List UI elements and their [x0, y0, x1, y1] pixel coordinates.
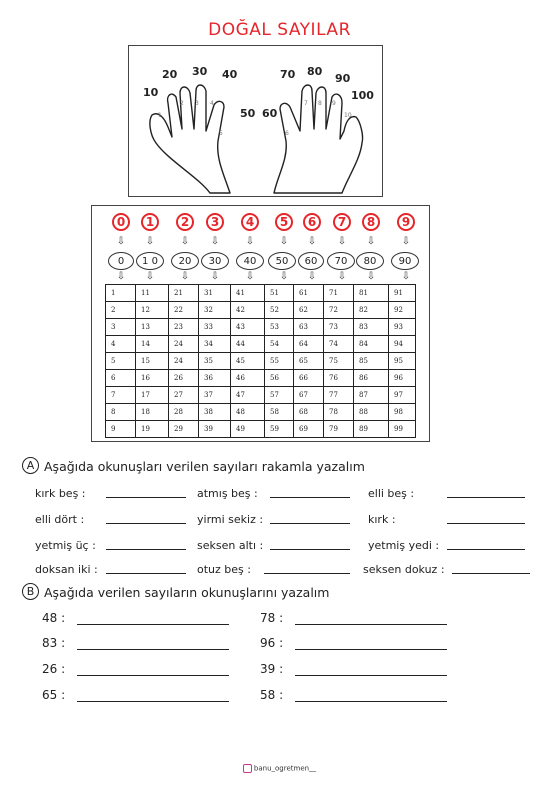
grid-cell: 16	[136, 370, 169, 387]
down-arrow-icon: ⇩	[337, 271, 347, 282]
down-arrow-icon: ⇩	[245, 271, 255, 282]
digit-circle: 7	[333, 213, 351, 231]
answer-line[interactable]	[77, 675, 229, 676]
finger-number: 4	[210, 100, 214, 107]
grid-cell: 86	[354, 370, 389, 387]
grid-cell: 81	[354, 285, 389, 302]
grid-cell: 56	[265, 370, 294, 387]
grid-cell: 35	[199, 353, 231, 370]
left-hand-label-40: 40	[222, 68, 238, 81]
left-hand-label-30: 30	[192, 65, 208, 78]
section-b-marker: B	[22, 583, 39, 600]
digit-circle: 1	[141, 213, 159, 231]
grid-cell: 91	[389, 285, 416, 302]
grid-row	[106, 387, 416, 404]
left-hand-outline	[150, 85, 230, 193]
down-arrow-icon: ⇩	[180, 236, 190, 247]
page-title: DOĞAL SAYILAR	[208, 20, 351, 40]
down-arrow-icon: ⇩	[145, 271, 155, 282]
number-grid	[105, 284, 416, 438]
grid-cell: 79	[324, 421, 354, 438]
grid-cell: 12	[136, 302, 169, 319]
grid-cell: 46	[231, 370, 265, 387]
grid-cell: 97	[389, 387, 416, 404]
grid-cell: 47	[231, 387, 265, 404]
grid-cell: 58	[265, 404, 294, 421]
grid-cell: 4	[106, 336, 136, 353]
right-hand-label-60: 60	[262, 107, 278, 120]
grid-cell: 48	[231, 404, 265, 421]
down-arrow-icon: ⇩	[366, 236, 376, 247]
grid-row	[106, 421, 416, 438]
grid-cell: 84	[354, 336, 389, 353]
grid-cell: 75	[324, 353, 354, 370]
grid-cell: 65	[294, 353, 324, 370]
grid-cell: 76	[324, 370, 354, 387]
grid-cell: 64	[294, 336, 324, 353]
down-arrow-icon: ⇩	[337, 236, 347, 247]
tens-oval: 30	[201, 252, 229, 270]
down-arrow-icon: ⇩	[210, 236, 220, 247]
grid-row	[106, 336, 416, 353]
answer-line[interactable]	[295, 624, 447, 625]
answer-line[interactable]	[295, 701, 447, 702]
answer-line[interactable]	[270, 523, 350, 524]
left-hand-label-50: 50	[240, 107, 256, 120]
section-a-prompt: seksen altı :	[197, 539, 264, 552]
grid-cell: 95	[389, 353, 416, 370]
down-arrow-icon: ⇩	[116, 271, 126, 282]
answer-line[interactable]	[106, 573, 186, 574]
grid-cell: 55	[265, 353, 294, 370]
grid-row	[106, 302, 416, 319]
grid-cell: 63	[294, 319, 324, 336]
tens-oval: 1 0	[136, 252, 164, 270]
grid-cell: 6	[106, 370, 136, 387]
grid-cell: 45	[231, 353, 265, 370]
grid-cell: 1	[106, 285, 136, 302]
grid-cell: 13	[136, 319, 169, 336]
grid-cell: 8	[106, 404, 136, 421]
grid-cell: 77	[324, 387, 354, 404]
finger-number: 2	[180, 100, 184, 107]
section-b-number: 48 :	[42, 611, 66, 625]
section-b-number: 83 :	[42, 636, 66, 650]
grid-cell: 92	[389, 302, 416, 319]
grid-row	[106, 285, 416, 302]
grid-cell: 34	[199, 336, 231, 353]
grid-cell: 23	[169, 319, 199, 336]
grid-cell: 96	[389, 370, 416, 387]
tens-oval: 90	[391, 252, 419, 270]
digit-circle: 0	[112, 213, 130, 231]
grid-cell: 51	[265, 285, 294, 302]
tens-oval: 40	[236, 252, 264, 270]
left-hand-label-20: 20	[162, 68, 178, 81]
answer-line[interactable]	[295, 675, 447, 676]
grid-cell: 93	[389, 319, 416, 336]
section-b-number: 58 :	[260, 688, 284, 702]
digit-circle: 3	[206, 213, 224, 231]
grid-cell: 98	[389, 404, 416, 421]
finger-number: 8	[318, 100, 322, 107]
down-arrow-icon: ⇩	[279, 271, 289, 282]
grid-cell: 24	[169, 336, 199, 353]
finger-number: 6	[285, 130, 289, 137]
grid-cell: 28	[169, 404, 199, 421]
grid-cell: 99	[389, 421, 416, 438]
digit-circle: 8	[362, 213, 380, 231]
grid-cell: 14	[136, 336, 169, 353]
grid-row	[106, 353, 416, 370]
down-arrow-icon: ⇩	[401, 271, 411, 282]
section-a-prompt: elli beş :	[368, 487, 415, 500]
grid-cell: 89	[354, 421, 389, 438]
answer-line[interactable]	[264, 573, 350, 574]
grid-cell: 36	[199, 370, 231, 387]
grid-cell: 53	[265, 319, 294, 336]
grid-cell: 11	[136, 285, 169, 302]
answer-line[interactable]	[447, 497, 525, 498]
grid-cell: 94	[389, 336, 416, 353]
grid-cell: 54	[265, 336, 294, 353]
grid-cell: 61	[294, 285, 324, 302]
tens-oval: 0	[108, 252, 134, 270]
digit-circle: 9	[397, 213, 415, 231]
grid-cell: 52	[265, 302, 294, 319]
answer-line[interactable]	[106, 523, 186, 524]
grid-cell: 19	[136, 421, 169, 438]
section-a-prompt: kırk beş :	[35, 487, 86, 500]
grid-cell: 3	[106, 319, 136, 336]
grid-cell: 42	[231, 302, 265, 319]
down-arrow-icon: ⇩	[245, 236, 255, 247]
left-hand-label-10: 10	[143, 86, 159, 99]
tens-oval: 50	[268, 252, 296, 270]
grid-cell: 17	[136, 387, 169, 404]
down-arrow-icon: ⇩	[279, 236, 289, 247]
grid-cell: 88	[354, 404, 389, 421]
section-a-prompt: otuz beş :	[197, 563, 251, 576]
grid-cell: 68	[294, 404, 324, 421]
grid-cell: 62	[294, 302, 324, 319]
grid-cell: 67	[294, 387, 324, 404]
answer-line[interactable]	[106, 497, 186, 498]
section-a-prompt: seksen dokuz :	[363, 563, 445, 576]
section-a-prompt: kırk :	[368, 513, 396, 526]
grid-cell: 38	[199, 404, 231, 421]
grid-row	[106, 319, 416, 336]
grid-cell: 82	[354, 302, 389, 319]
finger-number: 9	[332, 100, 336, 107]
down-arrow-icon: ⇩	[210, 271, 220, 282]
grid-cell: 87	[354, 387, 389, 404]
grid-cell: 57	[265, 387, 294, 404]
footer-credit	[0, 764, 559, 773]
instagram-icon	[243, 764, 252, 773]
section-a-heading: Aşağıda okunuşları verilen sayıları rakamla yazalım	[44, 459, 365, 474]
section-b-number: 39 :	[260, 662, 284, 676]
grid-cell: 72	[324, 302, 354, 319]
grid-cell: 32	[199, 302, 231, 319]
down-arrow-icon: ⇩	[307, 271, 317, 282]
grid-cell: 2	[106, 302, 136, 319]
grid-cell: 29	[169, 421, 199, 438]
grid-cell: 26	[169, 370, 199, 387]
grid-cell: 44	[231, 336, 265, 353]
digit-circle: 6	[303, 213, 321, 231]
grid-cell: 9	[106, 421, 136, 438]
digit-circle: 5	[275, 213, 293, 231]
finger-number: 10	[344, 112, 352, 119]
tens-oval: 80	[356, 252, 384, 270]
down-arrow-icon: ⇩	[366, 271, 376, 282]
section-a-prompt: yetmiş yedi :	[368, 539, 440, 552]
section-a-prompt: doksan iki :	[35, 563, 98, 576]
footer-handle: banu_ogretmen__	[253, 764, 317, 773]
grid-cell: 7	[106, 387, 136, 404]
answer-line[interactable]	[295, 649, 447, 650]
grid-cell: 31	[199, 285, 231, 302]
section-b-number: 26 :	[42, 662, 66, 676]
section-b-number: 65 :	[42, 688, 66, 702]
grid-cell: 22	[169, 302, 199, 319]
grid-cell: 69	[294, 421, 324, 438]
section-a-prompt: yetmiş üç :	[35, 539, 96, 552]
grid-row	[106, 404, 416, 421]
tens-oval: 20	[171, 252, 199, 270]
section-a-prompt: elli dört :	[35, 513, 85, 526]
answer-line[interactable]	[270, 549, 350, 550]
answer-line[interactable]	[106, 549, 186, 550]
digit-circle: 2	[176, 213, 194, 231]
answer-line[interactable]	[77, 624, 229, 625]
answer-line[interactable]	[77, 701, 229, 702]
section-a-prompt: atmış beş :	[197, 487, 258, 500]
grid-cell: 74	[324, 336, 354, 353]
grid-cell: 18	[136, 404, 169, 421]
answer-line[interactable]	[77, 649, 229, 650]
answer-line[interactable]	[447, 549, 525, 550]
answer-line[interactable]	[270, 497, 350, 498]
grid-cell: 15	[136, 353, 169, 370]
answer-line[interactable]	[447, 523, 525, 524]
grid-cell: 59	[265, 421, 294, 438]
grid-cell: 27	[169, 387, 199, 404]
down-arrow-icon: ⇩	[401, 236, 411, 247]
grid-cell: 39	[199, 421, 231, 438]
down-arrow-icon: ⇩	[180, 271, 190, 282]
answer-line[interactable]	[452, 573, 530, 574]
down-arrow-icon: ⇩	[116, 236, 126, 247]
grid-row	[106, 370, 416, 387]
grid-cell: 33	[199, 319, 231, 336]
finger-number: 7	[304, 100, 308, 107]
section-a-marker: A	[22, 457, 39, 474]
right-hand-label-80: 80	[307, 65, 323, 78]
grid-cell: 41	[231, 285, 265, 302]
right-hand-label-70: 70	[280, 68, 296, 81]
grid-cell: 71	[324, 285, 354, 302]
grid-cell: 85	[354, 353, 389, 370]
tens-oval: 70	[327, 252, 355, 270]
digit-circle: 4	[241, 213, 259, 231]
down-arrow-icon: ⇩	[145, 236, 155, 247]
section-b-heading: Aşağıda verilen sayıların okunuşlarını yazalım	[44, 585, 330, 600]
grid-cell: 5	[106, 353, 136, 370]
right-hand-label-90: 90	[335, 72, 351, 85]
grid-cell: 24	[169, 353, 199, 370]
grid-cell: 21	[169, 285, 199, 302]
down-arrow-icon: ⇩	[307, 236, 317, 247]
section-b-number: 96 :	[260, 636, 284, 650]
grid-cell: 78	[324, 404, 354, 421]
section-a-prompt: yirmi sekiz :	[197, 513, 264, 526]
grid-cell: 66	[294, 370, 324, 387]
grid-cell: 49	[231, 421, 265, 438]
finger-number: 5	[219, 130, 223, 137]
finger-number: 3	[195, 100, 199, 107]
grid-cell: 43	[231, 319, 265, 336]
grid-cell: 83	[354, 319, 389, 336]
right-hand-label-100: 100	[351, 89, 374, 102]
tens-oval: 60	[298, 252, 324, 270]
section-b-number: 78 :	[260, 611, 284, 625]
finger-number: 1	[158, 112, 162, 119]
grid-cell: 73	[324, 319, 354, 336]
grid-cell: 37	[199, 387, 231, 404]
number-grid-body	[106, 285, 416, 438]
